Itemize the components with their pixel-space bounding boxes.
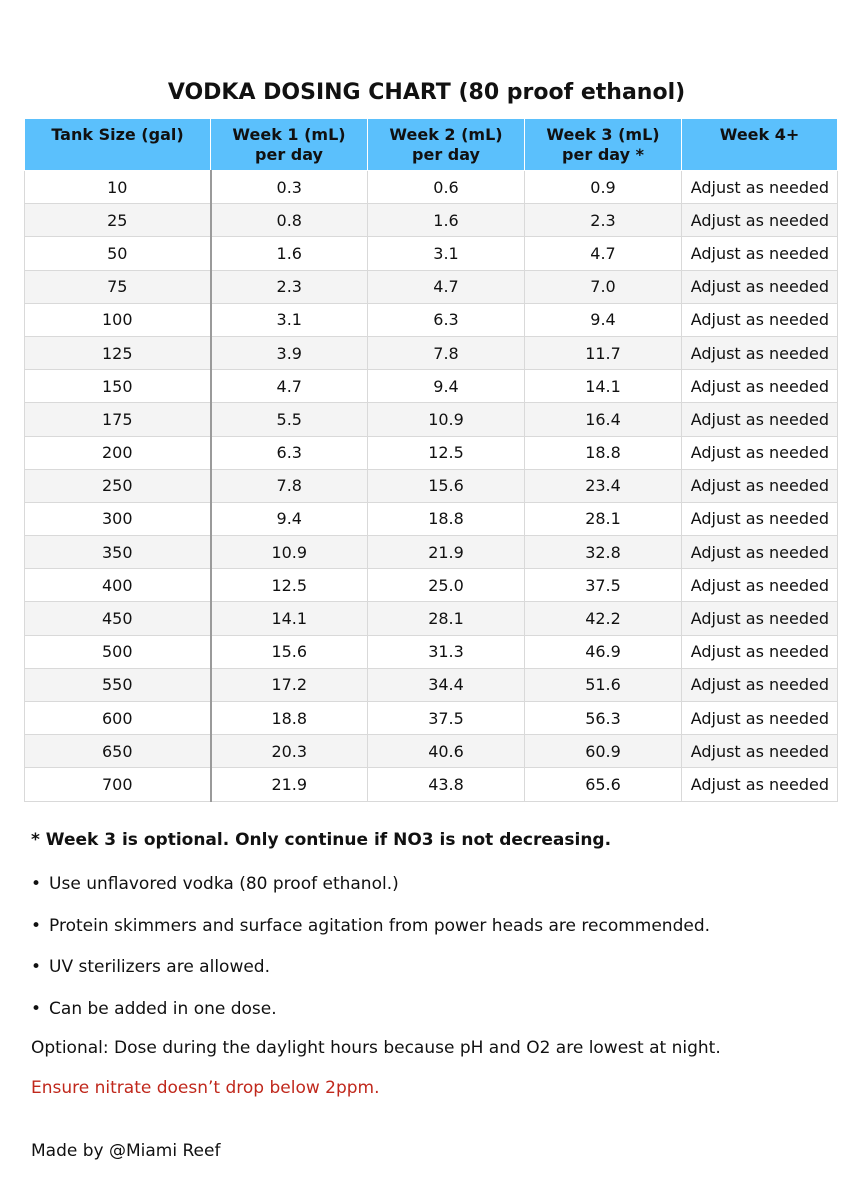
cell-week-4-plus: Adjust as needed [682,469,838,502]
cell-week-3: 60.9 [525,735,682,768]
cell-week-3: 23.4 [525,469,682,502]
cell-week-4-plus: Adjust as needed [682,303,838,336]
cell-week-1: 20.3 [211,735,368,768]
header-line1: Tank Size (gal) [51,125,184,144]
cell-week-2: 37.5 [368,702,525,735]
author-credit: Made by @Miami Reef [31,1141,221,1161]
cell-week-4-plus: Adjust as needed [682,370,838,403]
cell-week-3: 16.4 [525,403,682,436]
table-row [25,735,838,768]
cell-week-1: 17.2 [211,668,368,701]
list-item [31,914,710,956]
cell-week-2: 15.6 [368,469,525,502]
cell-week-1: 15.6 [211,635,368,668]
header-week-1 [211,119,368,171]
cell-week-1: 9.4 [211,502,368,535]
bullet-icon: • [31,957,42,977]
table-body [25,171,838,802]
tip-text: UV sterilizers are allowed. [49,957,270,977]
table-row [25,270,838,303]
cell-week-4-plus: Adjust as needed [682,536,838,569]
week3-note: * Week 3 is optional. Only continue if NO3 is not decreasing. [31,830,612,850]
cell-tank-size: 200 [25,436,211,469]
cell-week-4-plus: Adjust as needed [682,602,838,635]
tips-list [31,872,710,1038]
list-item [31,997,710,1039]
cell-tank-size: 700 [25,768,211,801]
cell-week-4-plus: Adjust as needed [682,436,838,469]
table-row [25,602,838,635]
table-row [25,336,838,369]
cell-week-4-plus: Adjust as needed [682,735,838,768]
cell-week-1: 12.5 [211,569,368,602]
cell-week-1: 3.1 [211,303,368,336]
cell-week-3: 4.7 [525,237,682,270]
cell-week-2: 4.7 [368,270,525,303]
tip-text: Can be added in one dose. [49,998,277,1019]
cell-week-3: 2.3 [525,204,682,237]
page-title: VODKA DOSING CHART (80 proof ethanol) [167,80,686,105]
list-item [31,955,710,997]
cell-tank-size: 500 [25,635,211,668]
cell-tank-size: 175 [25,403,211,436]
table-row [25,702,838,735]
cell-week-1: 14.1 [211,602,368,635]
header-week-3 [525,119,682,171]
table-row [25,768,838,801]
cell-week-1: 21.9 [211,768,368,801]
cell-week-4-plus: Adjust as needed [682,569,838,602]
cell-week-2: 9.4 [368,370,525,403]
cell-tank-size: 600 [25,702,211,735]
cell-week-2: 10.9 [368,403,525,436]
cell-week-2: 0.6 [368,171,525,204]
cell-tank-size: 300 [25,502,211,535]
cell-tank-size: 25 [25,204,211,237]
cell-week-3: 37.5 [525,569,682,602]
cell-week-4-plus: Adjust as needed [682,403,838,436]
table-row [25,204,838,237]
header-week-2 [368,119,525,171]
cell-tank-size: 350 [25,536,211,569]
header-tank-size [25,119,211,171]
optional-note: Optional: Dose during the daylight hours because pH and O2 are lowest at night. [31,1038,721,1058]
cell-week-4-plus: Adjust as needed [682,336,838,369]
cell-week-4-plus: Adjust as needed [682,635,838,668]
cell-week-3: 42.2 [525,602,682,635]
table-row [25,469,838,502]
cell-tank-size: 10 [25,171,211,204]
cell-week-2: 25.0 [368,569,525,602]
cell-week-2: 12.5 [368,436,525,469]
table-row [25,403,838,436]
cell-week-4-plus: Adjust as needed [682,768,838,801]
table-row [25,536,838,569]
cell-week-3: 11.7 [525,336,682,369]
cell-week-3: 51.6 [525,668,682,701]
header-line2: per day [412,145,480,164]
cell-week-2: 40.6 [368,735,525,768]
cell-week-1: 0.3 [211,171,368,204]
cell-week-3: 7.0 [525,270,682,303]
nitrate-warning: Ensure nitrate doesn’t drop below 2ppm. [31,1078,380,1098]
cell-tank-size: 400 [25,569,211,602]
cell-week-1: 3.9 [211,336,368,369]
cell-week-4-plus: Adjust as needed [682,702,838,735]
header-week-4-plus [682,119,838,171]
table-row [25,237,838,270]
tip-text: Use unflavored vodka (80 proof ethanol.) [49,874,399,894]
cell-tank-size: 75 [25,270,211,303]
dosing-table [24,118,838,802]
cell-week-1: 18.8 [211,702,368,735]
cell-week-1: 2.3 [211,270,368,303]
cell-week-3: 65.6 [525,768,682,801]
cell-week-2: 31.3 [368,635,525,668]
cell-week-2: 6.3 [368,303,525,336]
cell-week-3: 9.4 [525,303,682,336]
cell-week-1: 4.7 [211,370,368,403]
header-line1: Week 4+ [719,125,800,144]
cell-tank-size: 50 [25,237,211,270]
bullet-icon: • [31,998,42,1019]
cell-week-3: 14.1 [525,370,682,403]
cell-week-4-plus: Adjust as needed [682,171,838,204]
cell-week-3: 32.8 [525,536,682,569]
table-row [25,635,838,668]
table-row [25,370,838,403]
header-line1: Week 1 (mL) [232,125,346,144]
table-row [25,303,838,336]
cell-week-1: 5.5 [211,403,368,436]
bullet-icon: • [31,874,42,894]
cell-week-3: 46.9 [525,635,682,668]
tip-text: Protein skimmers and surface agitation from power heads are recommended. [49,915,711,936]
list-item [31,872,710,914]
cell-week-3: 18.8 [525,436,682,469]
cell-week-4-plus: Adjust as needed [682,204,838,237]
cell-week-2: 18.8 [368,502,525,535]
cell-tank-size: 250 [25,469,211,502]
cell-week-3: 56.3 [525,702,682,735]
cell-tank-size: 450 [25,602,211,635]
cell-week-1: 7.8 [211,469,368,502]
cell-tank-size: 100 [25,303,211,336]
cell-week-2: 34.4 [368,668,525,701]
table-row [25,436,838,469]
table-row [25,569,838,602]
cell-week-2: 1.6 [368,204,525,237]
cell-week-2: 28.1 [368,602,525,635]
bullet-icon: • [31,915,42,936]
table-row [25,171,838,204]
cell-week-3: 28.1 [525,502,682,535]
header-line1: Week 3 (mL) [546,125,660,144]
cell-tank-size: 550 [25,668,211,701]
cell-tank-size: 650 [25,735,211,768]
cell-week-4-plus: Adjust as needed [682,502,838,535]
cell-tank-size: 150 [25,370,211,403]
cell-week-2: 21.9 [368,536,525,569]
cell-week-1: 10.9 [211,536,368,569]
table-row [25,668,838,701]
table-row [25,502,838,535]
table-header [25,119,838,171]
header-row [25,119,838,171]
cell-week-1: 1.6 [211,237,368,270]
cell-week-1: 0.8 [211,204,368,237]
cell-week-2: 7.8 [368,336,525,369]
cell-week-4-plus: Adjust as needed [682,270,838,303]
header-line2: per day * [562,145,644,164]
cell-week-2: 3.1 [368,237,525,270]
header-line1: Week 2 (mL) [389,125,503,144]
cell-week-4-plus: Adjust as needed [682,237,838,270]
cell-week-2: 43.8 [368,768,525,801]
cell-week-3: 0.9 [525,171,682,204]
cell-tank-size: 125 [25,336,211,369]
header-line2: per day [255,145,323,164]
cell-week-1: 6.3 [211,436,368,469]
cell-week-4-plus: Adjust as needed [682,668,838,701]
